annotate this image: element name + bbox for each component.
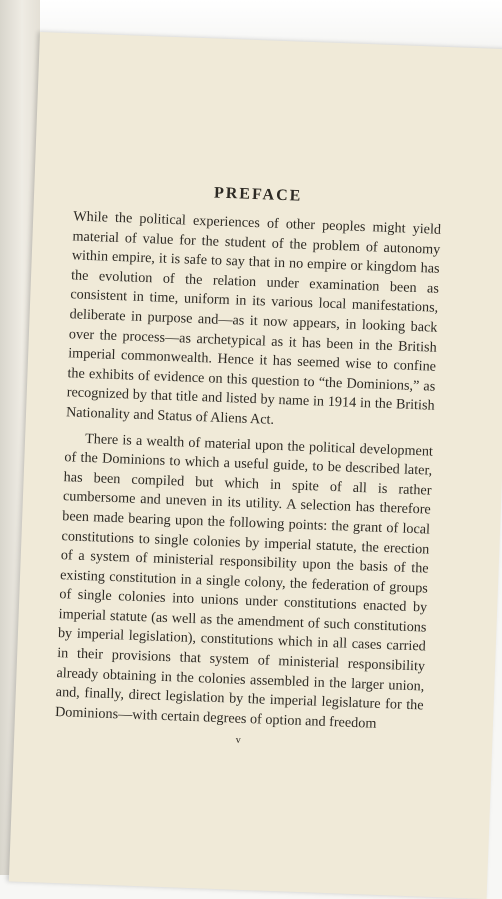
paragraph-1: While the political experiences of other peoples might yield material of value for the student of the problem of autonomy within empire, it is safe to say that in no empire or kingdom has the evolution of the relation under examination been as consistent in time, uniform in its various local manifestations, deliberate in purpose and—as it now appears, in looking back over the process—as archetypical as it has been in the British imperial commonwealth. Hence it has seemed wise to confine the exhibits of evidence on this question to “the Dominions,” as recognized by that title and listed by name in 1914 in the British Nationality and Status of Aliens Act. <box>65 208 442 428</box>
page-title: PREFACE <box>213 184 303 205</box>
book-page <box>9 32 502 899</box>
paragraph-2: There is a wealth of material upon the political development of the Dominions to which a useful guide, to be described later, has been compiled but which in spite of all is rather cumbersome and uneven in its utility. A selection has therefore been made bearing upon the following points: the grant of local constitutions to single colonies by imperial statute, the erection of a system of ministerial responsibility upon the basis of the existing constitution in a single colony, the federation of groups of single colonies into unions under constitutions enacted by imperial statute (as well as the amendment of such constitutions by imperial legislation), constitutions which in all cases carried in their provisions that system of ministerial responsibility already obtaining in the colonies assembled in the larger union, and, finally, direct legislation by the imperial legislature for the Dominions—with certain degrees of option and freedom <box>54 430 434 732</box>
page-content <box>54 179 442 753</box>
page-number: v <box>235 735 241 747</box>
